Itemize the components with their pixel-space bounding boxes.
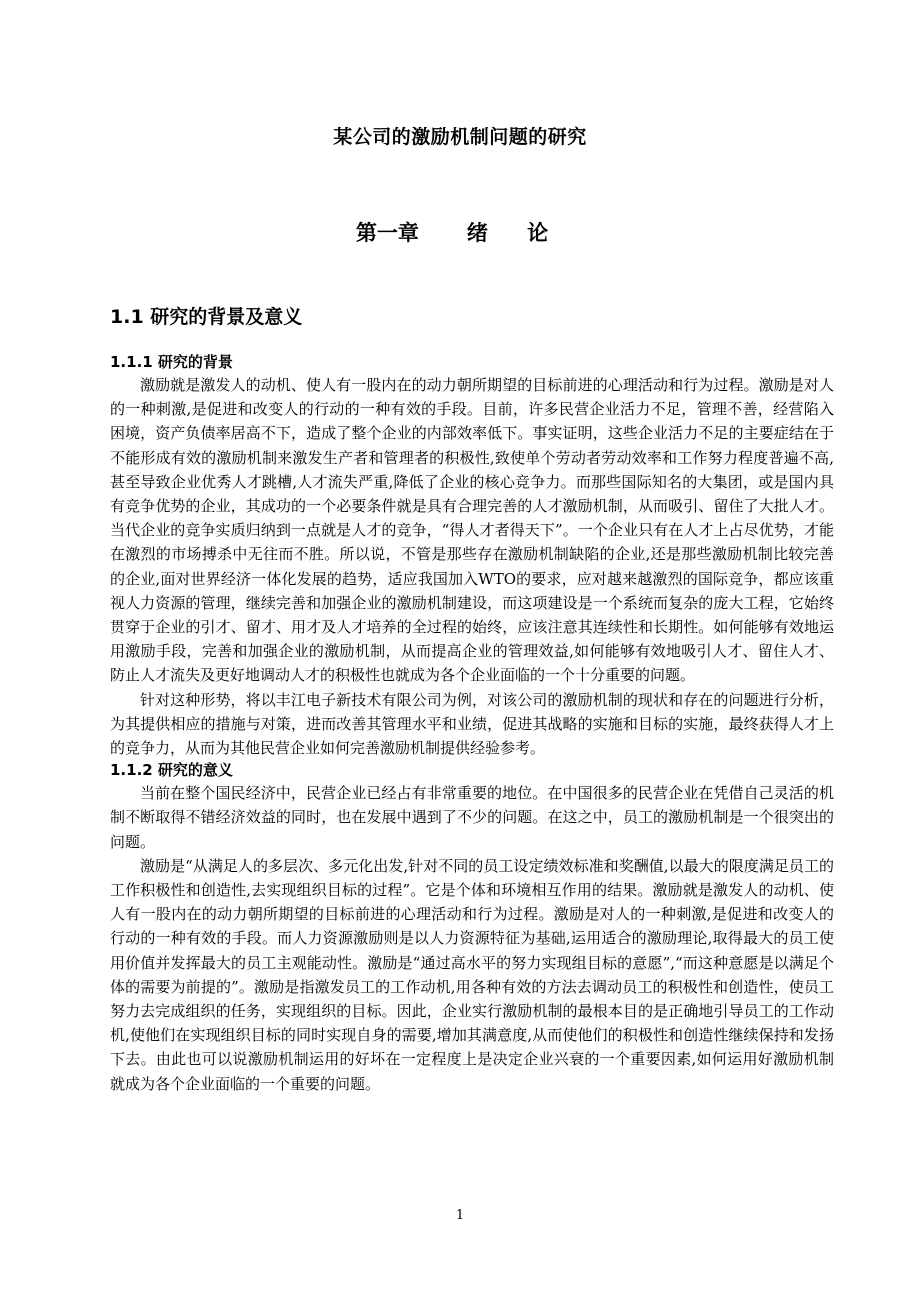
subsection-heading-significance: 1.1.2 研究的意义 xyxy=(110,761,233,780)
paragraph-background-1: 激励就是激发人的动机、使人有一股内在的动力朝所期望的目标前进的心理活动和行为过程。激励是对人的一种刺激,是促进和改变人的行动的一种有效的手段。目前，许多民营企业活力不足，管理不善，经营陷入困境，资产负债率居高不下，造成了整个企业的内部效率低下。事实证明，这些企业活力不足的主要症结在于不能形成有效的激励机制来激发生产者和管理者的积极性,致使单个劳动者劳动效率和工作努力程度普遍不高,甚至导致企业优秀人才跳槽,人才流失严重,降低了企业的核心竞争力。而那些国际知名的大集团，或是国内具有竞争优势的企业，其成功的一个必要条件就是具有合理完善的人才激励机制，从而吸引、留住了大批人才。当代企业的竞争实质归纳到一点就是人才的竞争，“得人才者得天下”。一个企业只有在人才上占尽优势，才能在激烈的市场搏杀中无往而不胜。所以说，不管是那些存在激励机制缺陷的企业,还是那些激励机制比较完善的企业,面对世界经济一体化发展的趋势，适应我国加入WTO的要求，应对越来越激烈的国际竞争，都应该重视人力资源的管理，继续完善和加强企业的激励机制建设，而这项建设是一个系统而复杂的庞大工程，它始终贯穿于企业的引才、留才、用才及人才培养的全过程的始终，应该注意其连续性和长期性。如何能够有效地运用激励手段，完善和加强企业的激励机制，从而提高企业的管理效益,如何能够有效地吸引人才、留住人才、防止人才流失及更好地调动人才的积极性也就成为各个企业面临的一个十分重要的问题。 xyxy=(110,376,834,685)
paragraph-significance-2: 激励是“从满足人的多层次、多元化出发,针对不同的员工设定绩效标准和奖酬值,以最大的限度满足员工的工作积极性和创造性,去实现组织目标的过程”。它是个体和环境相互作用的结果。激励就是激发人的动机、使人有一股内在的动力朝所期望的目标前进的心理活动和行为过程。激励是对人的一种刺激,是促进和改变人的行动的一种有效的手段。而人力资源激励则是以人力资源特征为基础,运用适合的激励理论,取得最大的员工使用价值并发挥最大的员工主观能动性。激励是“通过高水平的努力实现组目标的意愿”,“而这种意愿是以满足个体的需要为前提的”。激励是指激发员工的工作动机,用各种有效的方法去调动员工的积极性和创造性，使员工努力去完成组织的任务，实现组织的目标。因此，企业实行激励机制的最根本目的是正确地引导员工的工作动机,使他们在实现组织目标的同时实现自身的需要,增加其满意度,从而使他们的积极性和创造性继续保持和发扬下去。由此也可以说激励机制运用的好坏在一定程度上是决定企业兴衰的一个重要因素,如何运用好激励机制就成为各个企业面临的一个重要的问题。 xyxy=(110,856,834,1093)
section-heading: 1.1 研究的背景及意义 xyxy=(110,306,303,328)
chapter-name: 绪 论 xyxy=(466,221,565,245)
paragraph-background-2: 针对这种形势，将以丰江电子新技术有限公司为例，对该公司的激励机制的现状和存在的问题进行分析，为其提供相应的措施与对策，进而改善其管理水平和业绩，促进其战略的实施和目标的实施，最终获得人才上的竞争力，从而为其他民营企业如何完善激励机制提供经验参考。 xyxy=(110,690,834,758)
chapter-number-label: 第一章 xyxy=(355,221,419,245)
paragraph-significance-1: 当前在整个国民经济中，民营企业已经占有非常重要的地位。在中国很多的民营企业在凭借自己灵活的机制不断取得不错经济效益的同时，也在发展中遇到了不少的问题。在这之中，员工的激励机制是一个很突出的问题。 xyxy=(110,784,834,851)
page-number: 1 xyxy=(455,1208,465,1223)
section-body xyxy=(110,352,834,1096)
document-title: 某公司的激励机制问题的研究 xyxy=(333,126,587,148)
chapter-heading xyxy=(0,217,920,247)
subsection-heading-background: 1.1.1 研究的背景 xyxy=(110,353,233,371)
